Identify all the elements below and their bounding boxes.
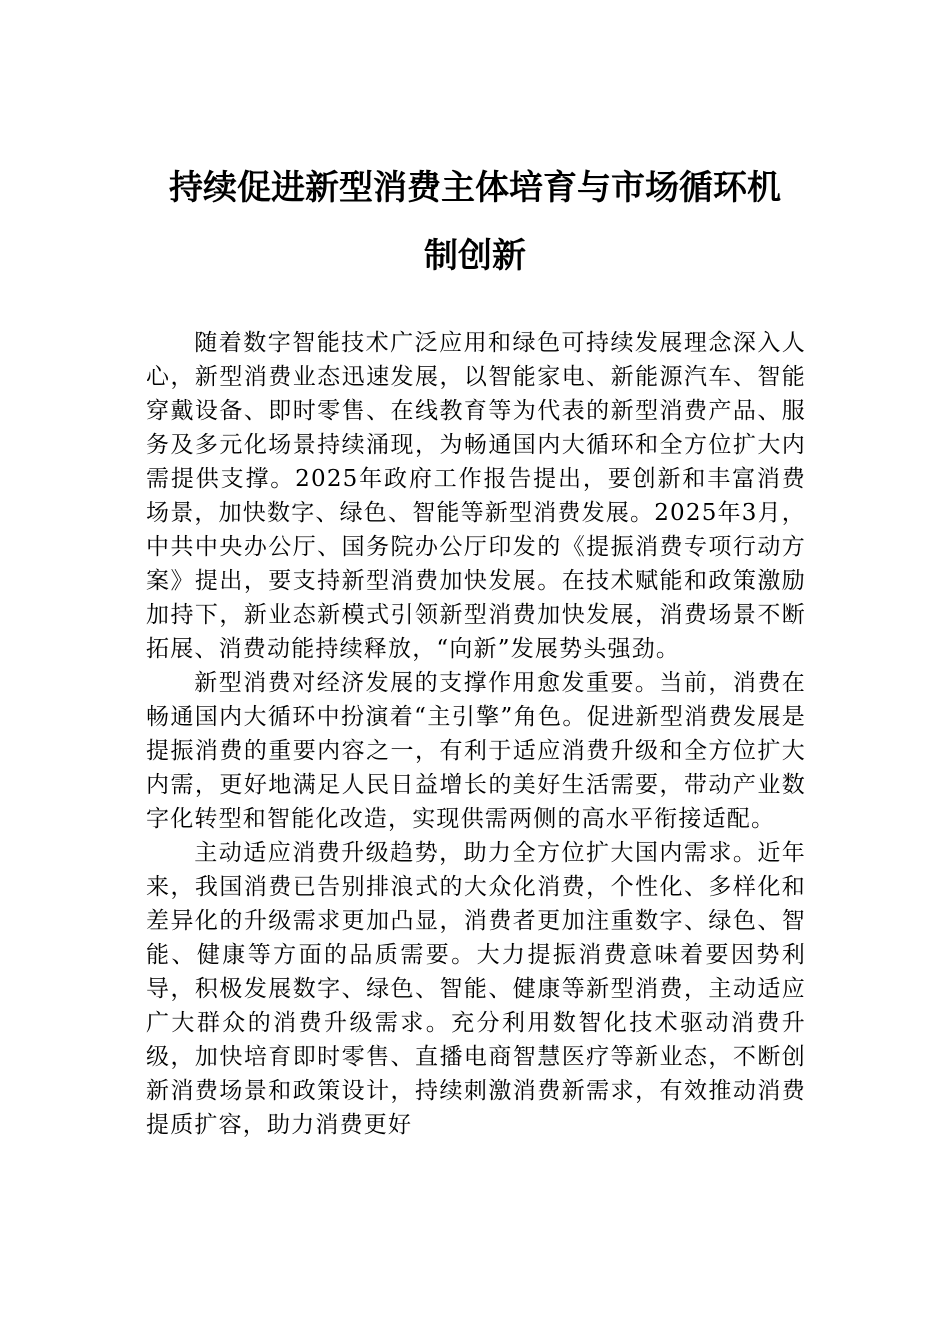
paragraph-2: 新型消费对经济发展的支撑作用愈发重要。当前，消费在畅通国内大循环中扮演着“主引擎”角色。促进新型消费发展是提振消费的重要内容之一，有利于适应消费升级和全方位扩大内需，更好地满足人民日益增长的美好生活需要，带动产业数字化转型和智能化改造，实现供需两侧的高水平衔接适配。 [146,670,806,832]
paragraph-3: 主动适应消费升级趋势，助力全方位扩大国内需求。近年来，我国消费已告别排浪式的大众化消费，个性化、多样化和差异化的升级需求更加凸显，消费者更加注重数字、绿色、智能、健康等方面的品质需要。大力提振消费意味着要因势利导，积极发展数字、绿色、智能、健康等新型消费，主动适应广大群众的消费升级需求。充分利用数智化技术驱动消费升级，加快培育即时零售、直播电商智慧医疗等新业态，不断创新消费场景和政策设计，持续刺激消费新需求，有效推动消费提质扩容，助力消费更好 [146,840,806,1138]
title-line-2: 制创新 [424,236,526,276]
paragraph-1: 随着数字智能技术广泛应用和绿色可持续发展理念深入人心，新型消费业态迅速发展，以智能家电、新能源汽车、智能穿戴设备、即时零售、在线教育等为代表的新型消费产品、服务及多元化场景持续涌现，为畅通国内大循环和全方位扩大内需提供支撑。2025年政府工作报告提出，要创新和丰富消费场景，加快数字、绿色、智能等新型消费发展。2025年3月，中共中央办公厅、国务院办公厅印发的《提振消费专项行动方案》提出，要支持新型消费加快发展。在技术赋能和政策激励加持下，新业态新模式引领新型消费加快发展，消费场景不断拓展、消费动能持续释放，“向新”发展势头强劲。 [146,330,806,662]
document-body [146,326,806,1142]
document-title [0,158,950,286]
title-line-1: 持续促进新型消费主体培育与市场循环机 [169,168,781,208]
